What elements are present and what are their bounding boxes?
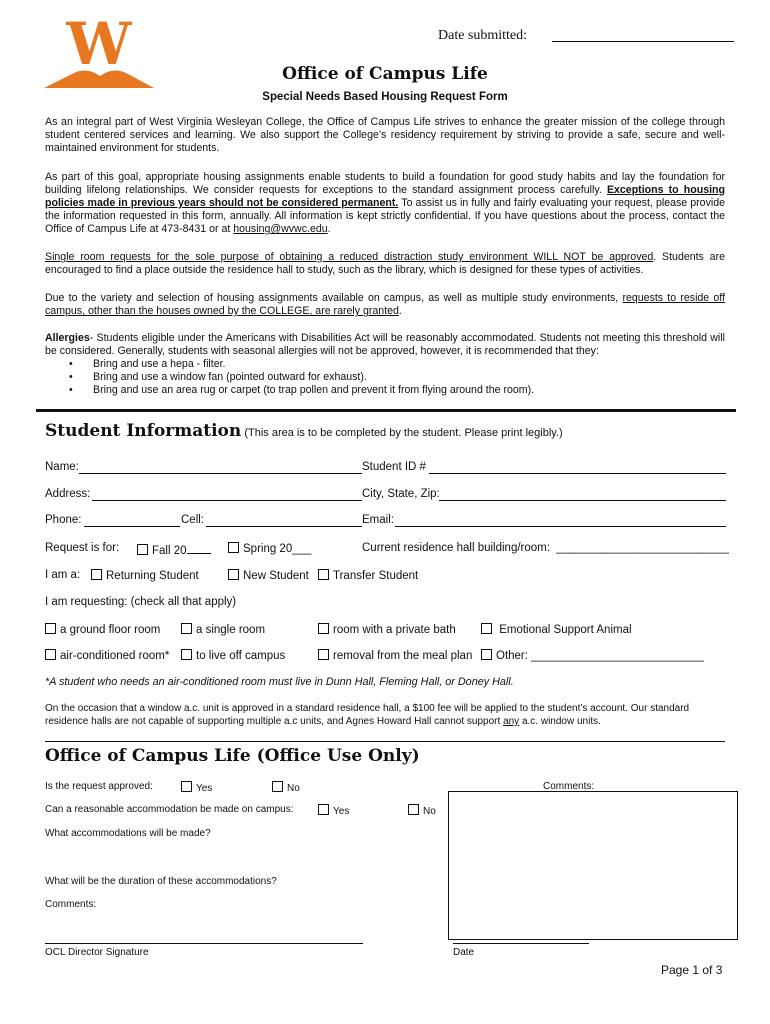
accommodation-no-label: No [423, 806, 436, 817]
ground-floor-checkbox[interactable] [45, 623, 56, 634]
p3-rest: . Students are encouraged to find a place outside the residence hall to study, such as the library, which is designed for these types of activities. [45, 251, 725, 276]
allergies-paragraph [45, 332, 725, 397]
fall-label: Fall 20 [152, 545, 187, 557]
name-label: Name: [45, 461, 79, 473]
accommodation-yes-checkbox[interactable] [318, 804, 329, 815]
p3-underlined: Single room requests for the sole purpose of obtaining a reduced distraction study environment WILL NOT be approved [45, 251, 654, 263]
requesting-label: I am requesting: (check all that apply) [45, 596, 237, 608]
student-info-header [45, 421, 563, 441]
student-info-note: (This area is to be completed by the student. Please print legibly.) [244, 427, 563, 439]
esa-label: Emotional Support Animal [499, 624, 632, 636]
cell-field[interactable] [206, 515, 362, 527]
meal-plan-option[interactable] [318, 649, 472, 662]
esa-option[interactable] [481, 623, 632, 636]
new-option[interactable] [228, 569, 309, 582]
email-label: Email: [362, 514, 394, 526]
form-subtitle: Special Needs Based Housing Request Form [262, 91, 508, 103]
email-field[interactable] [395, 515, 726, 527]
returning-checkbox[interactable] [91, 569, 102, 580]
approved-yes-option[interactable] [181, 781, 212, 794]
office-comments-label: Comments: [45, 899, 97, 910]
single-room-checkbox[interactable] [181, 623, 192, 634]
spring-label: Spring 20___ [243, 543, 312, 555]
office-date-label: Date [453, 947, 475, 958]
list-item: • Bring and use an area rug or carpet (to trap pollen and prevent it from flying around the room). [93, 384, 725, 397]
intro-paragraph-2 [45, 171, 725, 236]
cell-label: Cell: [181, 514, 205, 526]
returning-label: Returning Student [106, 570, 199, 582]
private-bath-option[interactable] [318, 623, 456, 636]
current-hall-field[interactable]: ___________________________ [556, 542, 730, 554]
housing-email-link[interactable]: housing@wvwc.edu [233, 223, 328, 235]
approved-question: Is the request approved: [45, 781, 153, 792]
single-room-option[interactable] [181, 623, 265, 636]
ac-note: *A student who needs an air-conditioned room must live in Dunn Hall, Fleming Hall, or Doney Hall. [45, 676, 514, 688]
phone-field[interactable] [84, 515, 180, 527]
approved-yes-label: Yes [196, 783, 213, 794]
new-label: New Student [243, 570, 309, 582]
off-campus-option[interactable] [181, 649, 285, 662]
what-accommodations-question: What accommodations will be made? [45, 828, 211, 839]
date-submitted-field[interactable] [552, 41, 734, 42]
other-option[interactable] [481, 649, 704, 662]
accommodation-yes-option[interactable] [318, 804, 349, 817]
student-id-label: Student ID # [362, 461, 426, 473]
office-divider [45, 741, 725, 742]
esa-checkbox[interactable] [481, 623, 492, 634]
request-for-label: Request is for: [45, 542, 120, 554]
city-state-zip-field[interactable] [439, 489, 726, 501]
student-id-field[interactable] [429, 462, 726, 474]
i-am-a-label: I am a: [45, 569, 81, 581]
office-use-heading: Office of Campus Life (Office Use Only) [45, 746, 420, 766]
list-item: • Bring and use a window fan (pointed outward for exhaust). [93, 371, 725, 384]
page-title: Office of Campus Life [282, 64, 488, 84]
other-label: Other: ___________________________ [496, 650, 704, 662]
allergies-text: - Students eligible under the Americans with Disabilities Act will be reasonably accommodated. Students not meeting this threshold will be considered. Generally, students with seasonal allergies will not be approved, however, it is recommended that they: [45, 332, 725, 357]
fee-note [45, 702, 725, 728]
returning-option[interactable] [91, 569, 199, 582]
intro-paragraph-1 [45, 116, 725, 155]
accommodation-yes-label: Yes [333, 806, 350, 817]
accommodation-no-option[interactable] [408, 804, 436, 817]
approved-no-checkbox[interactable] [272, 781, 283, 792]
fee-note-underlined: any [503, 716, 520, 727]
date-submitted-label: Date submitted: [438, 28, 528, 43]
air-conditioned-label: air-conditioned room* [60, 650, 170, 662]
fall-year-field[interactable] [187, 542, 211, 554]
other-checkbox[interactable] [481, 649, 492, 660]
off-campus-checkbox[interactable] [181, 649, 192, 660]
fall-option[interactable] [137, 542, 211, 557]
private-bath-label: room with a private bath [333, 624, 456, 636]
accommodation-question: Can a reasonable accommodation be made on campus: [45, 804, 294, 815]
intro-paragraph-3 [45, 251, 725, 277]
list-item: • Bring and use a hepa - filter. [93, 358, 725, 371]
director-signature-field[interactable] [45, 943, 363, 944]
current-hall-label [362, 542, 729, 554]
section-divider [36, 409, 736, 412]
meal-plan-checkbox[interactable] [318, 649, 329, 660]
transfer-checkbox[interactable] [318, 569, 329, 580]
fee-note-end: a.c. window units. [519, 716, 601, 727]
director-signature-label: OCL Director Signature [45, 947, 149, 958]
air-conditioned-checkbox[interactable] [45, 649, 56, 660]
city-state-zip-label: City, State, Zip: [362, 488, 440, 500]
air-conditioned-option[interactable] [45, 649, 169, 662]
current-hall-text: Current residence hall building/room: [362, 542, 550, 554]
p4-underlined: requests to reside off campus, other than the houses owned by the COLLEGE, are rarely granted [45, 292, 725, 317]
approved-no-option[interactable] [272, 781, 300, 794]
transfer-option[interactable] [318, 569, 418, 582]
p2-end: . [327, 223, 331, 235]
phone-label: Phone: [45, 514, 82, 526]
private-bath-checkbox[interactable] [318, 623, 329, 634]
name-field[interactable] [79, 462, 362, 474]
office-date-field[interactable] [453, 943, 589, 944]
approved-yes-checkbox[interactable] [181, 781, 192, 792]
single-room-label: a single room [196, 624, 266, 636]
allergies-list [45, 358, 725, 397]
accommodation-no-checkbox[interactable] [408, 804, 419, 815]
p4-text-a: Due to the variety and selection of housing assignments available on campus, as well as multiple study environments, [45, 292, 623, 304]
meal-plan-label: removal from the meal plan [333, 650, 473, 662]
fall-checkbox[interactable] [137, 544, 148, 555]
p2-text-b: To assist us in fully and fairly evaluating your request, please provide the information requested in this form, annually. All information is kept strictly confidential. If you have questions about the process, contact the Office of Campus Life at 473-8431 or at [45, 197, 725, 235]
approved-no-label: No [287, 783, 300, 794]
address-label: Address: [45, 488, 91, 500]
ground-floor-label: a ground floor room [60, 624, 161, 636]
spring-option[interactable] [228, 542, 311, 555]
intro-p1-text: As an integral part of West Virginia Wesleyan College, the Office of Campus Life strives to enhance the greater mission of the college through student centered services and learning. We also support the College’s residency requirement by striving to provide a safe, secure and well-maintained environment for students. [45, 116, 725, 154]
logo-letter: W [66, 14, 132, 78]
new-checkbox[interactable] [228, 569, 239, 580]
comments-box[interactable] [448, 791, 738, 940]
intro-paragraph-4 [45, 292, 725, 318]
transfer-label: Transfer Student [333, 570, 419, 582]
p4-end: . [398, 305, 402, 317]
ground-floor-option[interactable] [45, 623, 160, 636]
student-info-heading: Student Information [45, 421, 242, 441]
page-number: Page 1 of 3 [661, 963, 723, 977]
comments-box-label: Comments: [543, 781, 595, 792]
off-campus-label: to live off campus [196, 650, 286, 662]
p2-bold-text: Exceptions to housing policies made in previous years should not be considered permanent. [45, 184, 726, 209]
fee-note-text: On the occasion that a window a.c. unit is approved in a standard residence hall, a $100 fee will be applied to the student’s account. Our standard residence halls are not capable of supporting multiple a.c units, and Agnes Howard Hall cannot support [45, 703, 690, 727]
spring-checkbox[interactable] [228, 542, 239, 553]
address-field[interactable] [92, 489, 362, 501]
duration-question: What will be the duration of these accommodations? [45, 876, 277, 887]
p2-text-a: As part of this goal, appropriate housing assignments enable students to build a foundation for good study habits and lay the foundation for building lifelong relationships. We consider requests for exceptions to the standard assignment process carefully. [45, 171, 725, 196]
allergies-label: Allergies [45, 332, 90, 344]
